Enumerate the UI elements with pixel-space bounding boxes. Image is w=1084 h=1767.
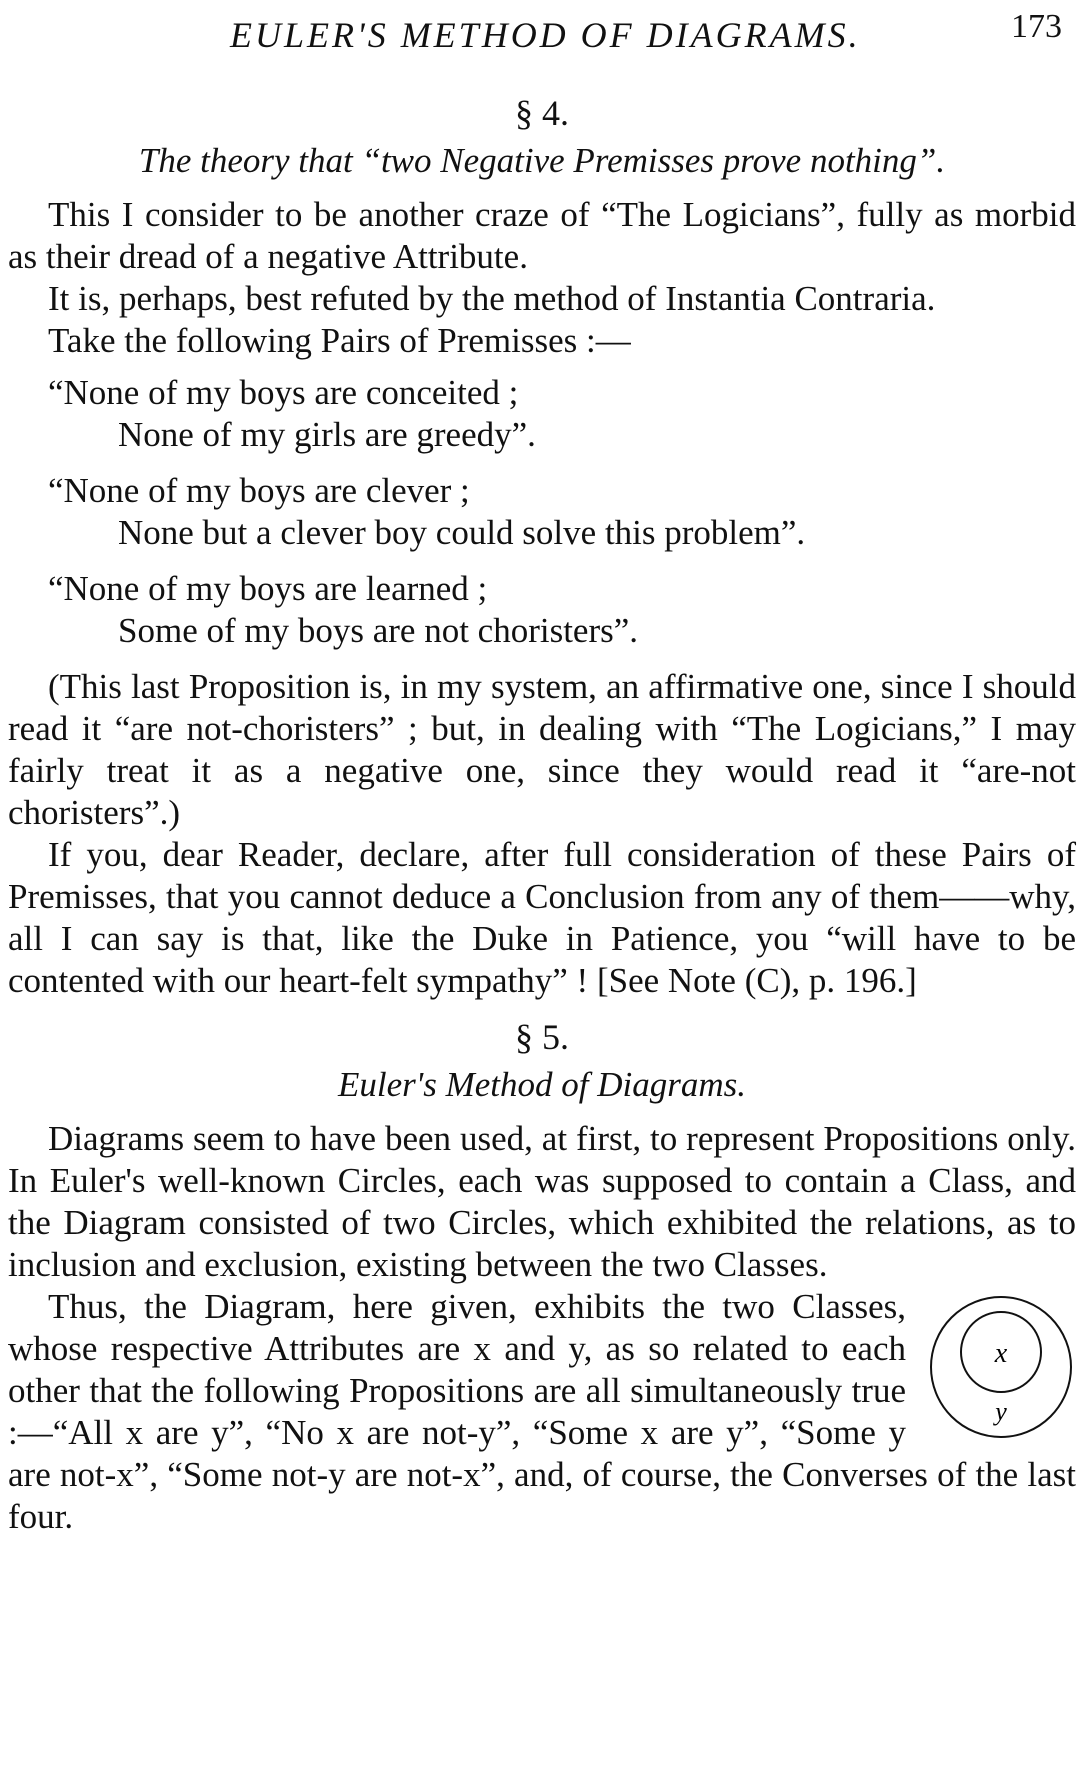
section-5-title: Euler's Method of Diagrams. [337,1065,747,1104]
section-4-paragraph-3: Take the following Pairs of Premisses :— [48,321,631,360]
premise-line: None but a clever boy could solve this problem”. [118,513,806,552]
euler-circles-diagram [926,1292,1076,1442]
premise-pair [48,372,1076,456]
premise-pair [48,568,1076,652]
section-4-paragraph-2: It is, perhaps, best refuted by the method of Instantia Contraria. [48,279,936,318]
premise-pair [48,470,1076,554]
section-5-paragraph-1: Diagrams seem to have been used, at first, to represent Propositions only. In Euler's well-known Circles, each was supposed to contain a Class, and the Diagram consisted of two Circles, which exhibited the relations, as to inclusion and exclusion, existing between the two Classes. [8,1119,1076,1284]
section-4-mark: § 4. [515,93,569,133]
section-4-title: The theory that “two Negative Premisses prove nothing”. [138,141,946,180]
section-4-paragraph-4: (This last Proposition is, in my system, an affirmative one, since I should read it “are not-choristers” ; but, in dealing with “The Logicians,” I may fairly treat it as a negative one, since they would read it “are-not choristers”.) [8,667,1076,832]
section-5-paragraph-2: Thus, the Diagram, here given, exhibits the two Classes, whose respective Attributes are x and y, as so related to each other that the following Propositions are all simultaneously true :—“All x are y”, “No x are not-y”, “Some x are y”, “Some y are not-x”, “Some not-y are not-x”, and, of course, the Converses of the last four. [8,1287,1076,1536]
premise-line: “None of my boys are clever ; [48,471,470,510]
premise-line: Some of my boys are not choristers”. [118,611,639,650]
section-4-paragraph-5: If you, dear Reader, declare, after full consideration of these Pairs of Premisses, that you cannot deduce a Conclusion from any of them——why, all I can say is that, like the Duke in Patience, you “will have to be contented with our heart-felt sympathy” ! [See Note (C), p. 196.] [8,835,1076,1000]
premise-line: “None of my boys are learned ; [48,569,488,608]
premise-line: “None of my boys are conceited ; [48,373,519,412]
diagram-label-y: y [995,1397,1007,1426]
section-5 [8,1016,1076,1538]
diagram-label-x: x [994,1338,1008,1369]
page-body [8,92,1076,1538]
section-4-paragraph-1: This I consider to be another craze of “The Logicians”, fully as morbid as their dread of a negative Attribute. [8,195,1076,276]
page-header [0,8,1084,58]
running-title: EULER'S METHOD OF DIAGRAMS. [230,15,861,55]
page-number: 173 [1011,8,1062,45]
premise-pairs [48,372,1076,652]
premise-line: None of my girls are greedy”. [118,415,536,454]
section-5-mark: § 5. [515,1017,569,1057]
